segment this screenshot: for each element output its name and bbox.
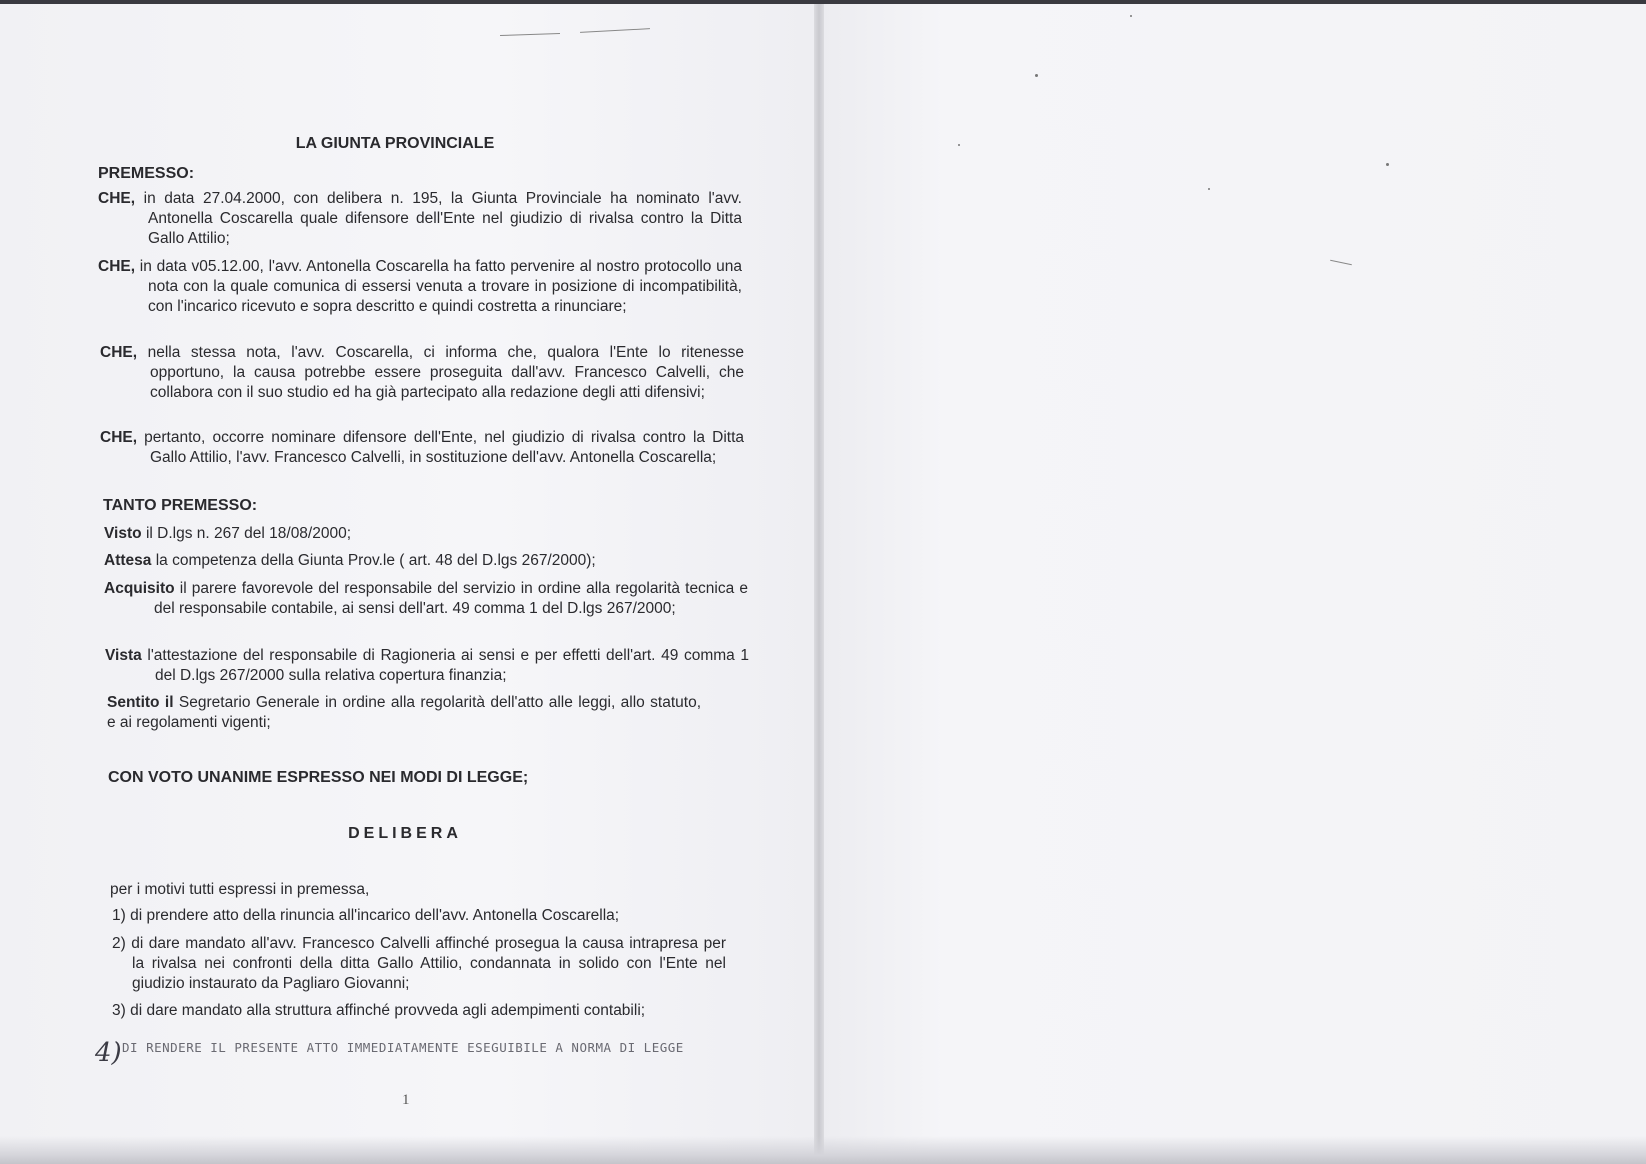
consideration-label: Acquisito xyxy=(104,580,175,597)
che-label: CHE, xyxy=(100,344,138,361)
scan-speck xyxy=(1130,15,1132,17)
resolution-text: di dare mandato all'avv. Francesco Calvelli affinché prosegua la causa intrapresa per la rivalsa nei confronti della ditta Gallo Attilio, condannata in solido con l'Ente nel giudizio instaurato da Pagliaro Giovanni; xyxy=(131,935,727,992)
consideration-label: Vista xyxy=(105,647,142,664)
stamped-text-line: DI RENDERE IL PRESENTE ATTO IMMEDIATAMENTE ESEGUIBILE A NORMA DI LEGGE xyxy=(122,1040,684,1055)
consideration-label: Visto xyxy=(104,525,142,542)
consideration-item xyxy=(107,693,701,733)
che-item xyxy=(100,343,744,403)
scan-speck xyxy=(1386,163,1389,166)
scan-top-edge xyxy=(0,0,1646,4)
right-page-blank xyxy=(820,0,1646,1164)
document-title: LA GIUNTA PROVINCIALE xyxy=(295,135,495,152)
page-number: 1 xyxy=(402,1092,410,1108)
handwritten-number: 4) xyxy=(95,1038,122,1068)
che-label: CHE, xyxy=(100,429,138,446)
resolution-text: di dare mandato alla struttura affinché provveda agli adempimenti contabili; xyxy=(130,1002,646,1019)
consideration-label: Attesa xyxy=(104,552,152,569)
scan-bottom-edge xyxy=(0,1136,1646,1164)
consideration-text: l'attestazione del responsabile di Ragioneria ai sensi e per effetti dell'art. 49 comma 1 del D.lgs 267/2000 sulla relativa copertura finanzia; xyxy=(147,647,750,684)
che-item xyxy=(98,189,742,249)
che-text: pertanto, occorre nominare difensore dell'Ente, nel giudizio di rivalsa contro la Ditta Gallo Attilio, l'avv. Francesco Calvelli, in sostituzione dell'avv. Antonella Coscarella; xyxy=(144,429,744,466)
resolution-intro: per i motivi tutti espressi in premessa, xyxy=(110,881,370,898)
resolution-number: 1) xyxy=(112,907,126,924)
consideration-text: il D.lgs n. 267 del 18/08/2000; xyxy=(145,525,352,542)
page-fold xyxy=(814,0,824,1164)
consideration-text: la competenza della Giunta Prov.le ( art. 48 del D.lgs 267/2000); xyxy=(155,552,596,569)
consideration-item xyxy=(104,579,748,619)
delibera-heading: DELIBERA xyxy=(348,825,462,842)
resolution-text: di prendere atto della rinuncia all'incarico dell'avv. Antonella Coscarella; xyxy=(130,907,620,924)
consideration-item xyxy=(104,524,698,544)
scan-speck xyxy=(1208,188,1210,190)
scan-speck xyxy=(958,144,960,146)
consideration-label: Sentito il xyxy=(107,694,174,711)
tanto-premesso-heading: TANTO PREMESSO: xyxy=(103,497,258,514)
consideration-item xyxy=(105,646,749,686)
scan-speck xyxy=(1035,74,1038,77)
consideration-item xyxy=(104,551,698,571)
resolution-item xyxy=(112,934,726,994)
che-label: CHE, xyxy=(98,190,136,207)
vote-heading: CON VOTO UNANIME ESPRESSO NEI MODI DI LEGGE; xyxy=(108,769,529,786)
resolution-number: 2) xyxy=(112,935,126,952)
consideration-text: il parere favorevole del responsabile del servizio in ordine alla regolarità tecnica e del responsabile contabile, ai sensi dell'art. 49 comma 1 del D.lgs 267/2000; xyxy=(154,580,748,617)
che-text: in data 27.04.2000, con delibera n. 195, la Giunta Provinciale ha nominato l'avv. Antonella Coscarella quale difensore dell'Ente nel giudizio di rivalsa contro la Ditta Gallo Attilio; xyxy=(143,190,742,247)
che-item xyxy=(100,428,744,468)
premesso-heading: PREMESSO: xyxy=(98,165,195,182)
resolution-item xyxy=(112,1001,726,1021)
che-label: CHE, xyxy=(98,258,136,275)
che-text: nella stessa nota, l'avv. Coscarella, ci informa che, qualora l'Ente lo ritenesse opportuno, la causa potrebbe essere proseguita dall'avv. Francesco Calvelli, che collabora con il suo studio ed ha già partecipato alla redazione degli atti difensivi; xyxy=(147,344,744,401)
resolution-item xyxy=(112,906,726,926)
resolution-number: 3) xyxy=(112,1002,126,1019)
consideration-text: Segretario Generale in ordine alla regolarità dell'atto alle leggi, allo statuto, e ai regolamenti vigenti; xyxy=(107,694,702,731)
che-item xyxy=(98,257,742,317)
che-text: in data v05.12.00, l'avv. Antonella Coscarella ha fatto pervenire al nostro protocollo una nota con la quale comunica di essersi venuta a trovare in posizione di incompatibilità, con l'incarico ricevuto e sopra descritto e quindi costretta a rinunciare; xyxy=(139,258,742,315)
